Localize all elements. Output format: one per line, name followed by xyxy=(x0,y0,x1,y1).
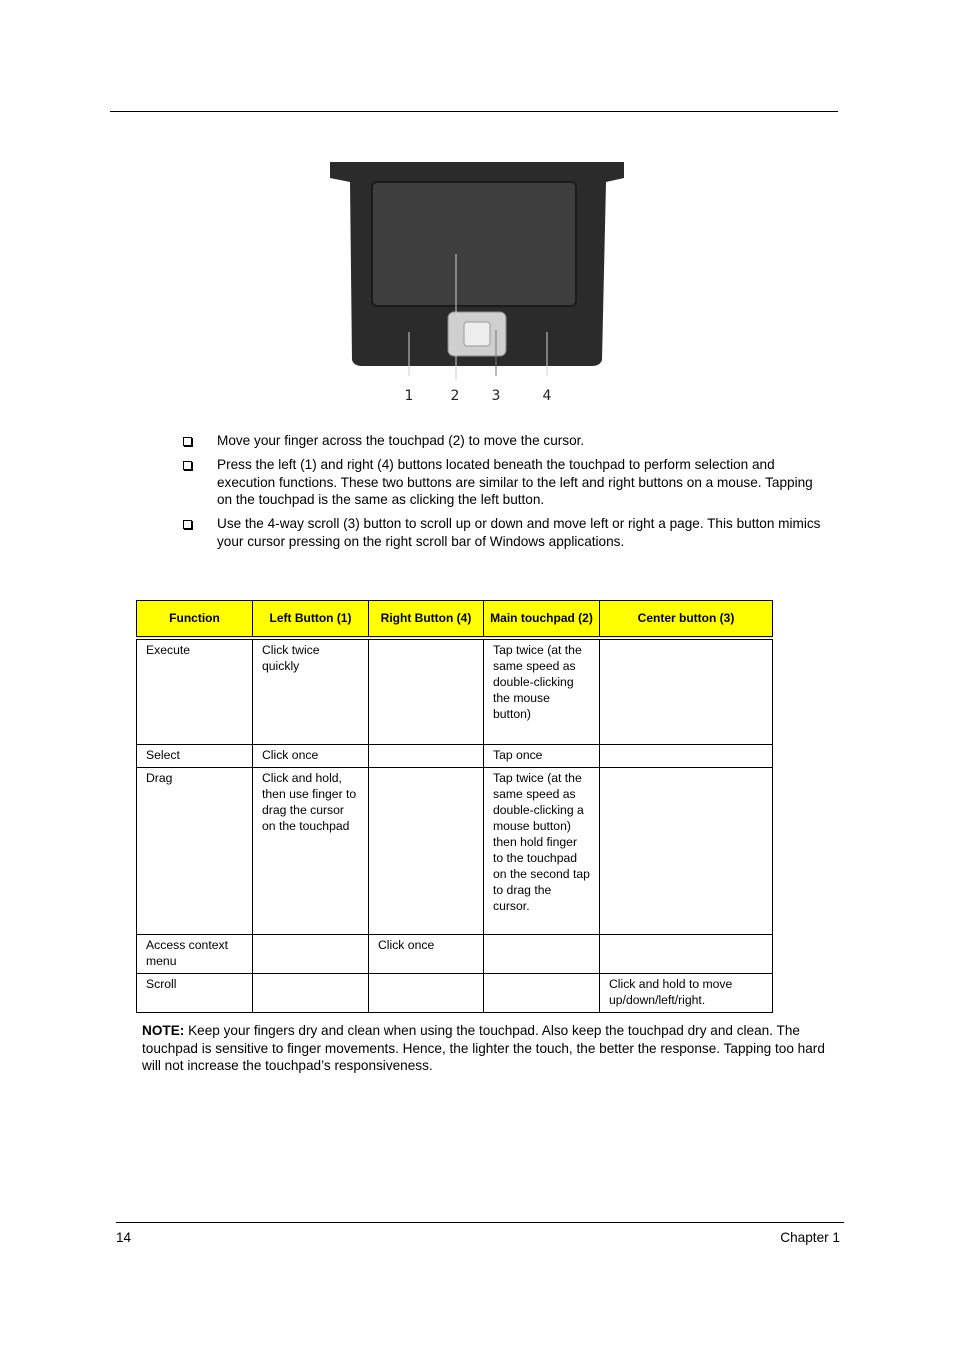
table-cell: Click once xyxy=(369,934,484,973)
footer-rule xyxy=(116,1222,844,1223)
table-cell: Tap twice (at the same speed as double-clicking a mouse button) then hold finger to the touchpad on the second tap to drag the cursor. xyxy=(484,767,600,934)
table-header-row xyxy=(137,601,773,639)
list-item: Move your finger across the touchpad (2) to move the cursor. xyxy=(181,432,821,450)
table-row xyxy=(137,744,773,767)
table-cell xyxy=(484,934,600,973)
table-cell xyxy=(600,638,773,744)
table-cell: Click and hold to move up/down/left/right. xyxy=(600,973,773,1012)
instruction-list xyxy=(181,432,821,557)
header-function: Function xyxy=(137,601,253,639)
checkbox-bullet-icon xyxy=(183,520,192,529)
table-cell: Tap twice (at the same speed as double-clicking the mouse button) xyxy=(484,638,600,744)
table-row xyxy=(137,638,773,744)
table-cell xyxy=(600,744,773,767)
list-item: Use the 4-way scroll (3) button to scroll up or down and move left or right a page. This button mimics your cursor pressing on the right scroll bar of Windows applications. xyxy=(181,515,821,550)
table-cell xyxy=(369,744,484,767)
table-cell: Scroll xyxy=(137,973,253,1012)
checkbox-bullet-icon xyxy=(183,461,192,470)
table-cell xyxy=(253,934,369,973)
callout-2: 2 xyxy=(450,388,460,404)
table-cell: Click twice quickly xyxy=(253,638,369,744)
table-row xyxy=(137,934,773,973)
checkbox-bullet-icon xyxy=(183,437,192,446)
table-cell xyxy=(600,934,773,973)
table-row xyxy=(137,767,773,934)
table-cell xyxy=(369,767,484,934)
table-cell xyxy=(253,973,369,1012)
table-cell: Click and hold, then use finger to drag the cursor on the touchpad xyxy=(253,767,369,934)
touchpad-function-table xyxy=(136,600,773,1013)
page-number: 14 xyxy=(116,1230,132,1245)
list-item: Press the left (1) and right (4) buttons located beneath the touchpad to perform selection and execution functions. These two buttons are similar to the left and right buttons on a mouse. Tapping on the touchpad is the same as clicking the left button. xyxy=(181,456,821,509)
header-main-touchpad: Main touchpad (2) xyxy=(484,601,600,639)
table-cell: Execute xyxy=(137,638,253,744)
callout-1: 1 xyxy=(404,388,414,404)
table-cell xyxy=(600,767,773,934)
note-label: NOTE: xyxy=(142,1023,185,1038)
note-paragraph xyxy=(142,1022,842,1075)
header-center-button: Center button (3) xyxy=(600,601,773,639)
table-cell: Click once xyxy=(253,744,369,767)
header-left-button: Left Button (1) xyxy=(253,601,369,639)
table-cell: Tap once xyxy=(484,744,600,767)
callout-3: 3 xyxy=(491,388,501,404)
table-cell: Select xyxy=(137,744,253,767)
touchpad-figure xyxy=(330,160,624,412)
header-right-button: Right Button (4) xyxy=(369,601,484,639)
table-cell: Access context menu xyxy=(137,934,253,973)
header-rule xyxy=(110,111,838,112)
table-cell xyxy=(484,973,600,1012)
table-cell xyxy=(369,638,484,744)
table-cell xyxy=(369,973,484,1012)
callout-4: 4 xyxy=(542,388,552,404)
chapter-label: Chapter 1 xyxy=(780,1230,840,1245)
table-cell: Drag xyxy=(137,767,253,934)
table-row xyxy=(137,973,773,1012)
note-text: Keep your fingers dry and clean when using the touchpad. Also keep the touchpad dry and clean. The touchpad is sensitive to finger movements. Hence, the lighter the touch, the better the response. Tapping too hard will not increase the touchpad’s responsiveness. xyxy=(142,1023,825,1074)
